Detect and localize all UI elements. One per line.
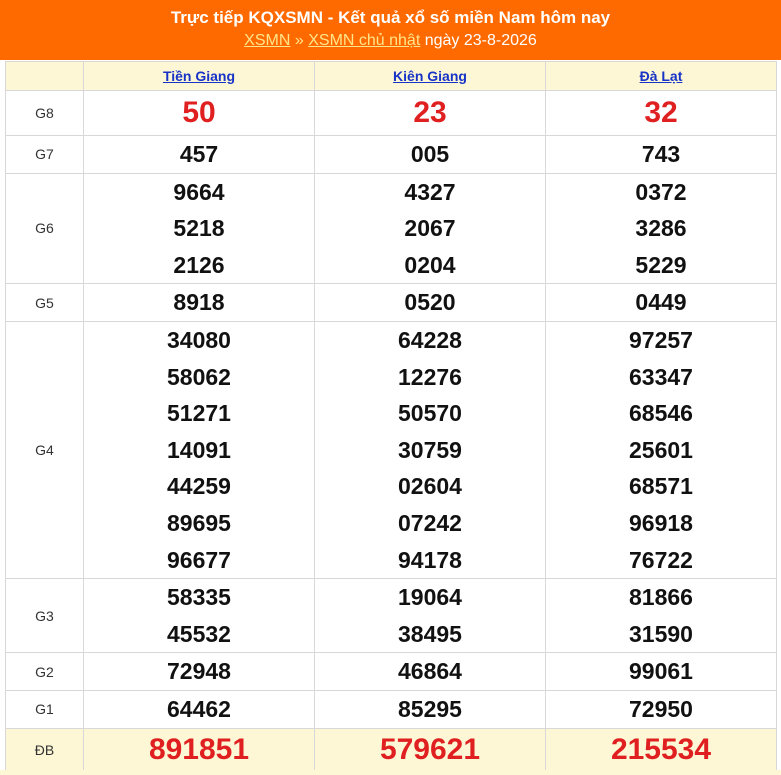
prize-label: G2 bbox=[6, 653, 84, 691]
lottery-number: 3286 bbox=[635, 215, 687, 242]
result-cell bbox=[84, 579, 315, 653]
lottery-number: 89695 bbox=[167, 509, 231, 536]
result-cell bbox=[315, 136, 546, 174]
xsmn-link[interactable]: XSMN bbox=[244, 32, 291, 49]
lottery-number: 81866 bbox=[629, 584, 693, 611]
result-cell bbox=[315, 321, 546, 578]
result-cell bbox=[84, 91, 315, 136]
breadcrumb bbox=[0, 32, 781, 50]
result-cell bbox=[315, 284, 546, 322]
table-row bbox=[6, 91, 777, 136]
province-link-da-lat[interactable]: Đà Lạt bbox=[639, 68, 683, 84]
lottery-number: 45532 bbox=[167, 620, 231, 647]
table-row bbox=[6, 284, 777, 322]
lottery-number: 12276 bbox=[398, 363, 462, 390]
result-cell bbox=[546, 136, 777, 174]
prize-label: ĐB bbox=[6, 728, 84, 771]
lottery-number: 64462 bbox=[167, 695, 231, 722]
lottery-number: 58335 bbox=[167, 584, 231, 611]
header-corner bbox=[6, 62, 84, 91]
prize-label: G1 bbox=[6, 690, 84, 728]
lottery-number: 891851 bbox=[148, 732, 250, 766]
xsmn-sunday-link[interactable]: XSMN chủ nhật bbox=[308, 32, 421, 49]
lottery-number: 31590 bbox=[629, 620, 693, 647]
results-header bbox=[0, 0, 781, 60]
lottery-number: 23 bbox=[413, 96, 447, 129]
lottery-number: 25601 bbox=[629, 436, 693, 463]
lottery-number: 5229 bbox=[635, 251, 687, 278]
lottery-number: 19064 bbox=[398, 584, 462, 611]
table-row bbox=[6, 579, 777, 653]
lottery-number: 64228 bbox=[398, 326, 462, 353]
lottery-number: 99061 bbox=[629, 658, 693, 685]
lottery-number: 34080 bbox=[167, 326, 231, 353]
province-link-tien-giang[interactable]: Tiền Giang bbox=[162, 68, 236, 84]
lottery-number: 51271 bbox=[167, 400, 231, 427]
result-cell bbox=[546, 173, 777, 284]
table-row bbox=[6, 653, 777, 691]
lottery-number: 85295 bbox=[398, 695, 462, 722]
lottery-number: 0204 bbox=[404, 251, 456, 278]
lottery-number: 94178 bbox=[398, 546, 462, 573]
result-cell bbox=[546, 653, 777, 691]
lottery-number: 63347 bbox=[629, 363, 693, 390]
result-cell bbox=[546, 728, 777, 771]
bottom-band bbox=[0, 770, 781, 775]
prize-label: G8 bbox=[6, 91, 84, 136]
lottery-number: 50570 bbox=[398, 400, 462, 427]
result-cell bbox=[315, 579, 546, 653]
column-header bbox=[546, 62, 777, 91]
prize-label: G4 bbox=[6, 321, 84, 578]
result-cell bbox=[315, 91, 546, 136]
result-cell bbox=[546, 284, 777, 322]
result-cell bbox=[315, 173, 546, 284]
lottery-number: 68571 bbox=[629, 473, 693, 500]
table-header-row bbox=[6, 62, 777, 91]
lottery-number: 38495 bbox=[398, 620, 462, 647]
prize-label: G3 bbox=[6, 579, 84, 653]
lottery-number: 8918 bbox=[173, 289, 225, 316]
result-cell bbox=[84, 173, 315, 284]
lottery-number: 457 bbox=[179, 141, 219, 167]
page-title: Trực tiếp KQXSMN - Kết quả xổ số miền Nam hôm nay bbox=[170, 8, 611, 27]
table-row bbox=[6, 321, 777, 578]
result-cell bbox=[84, 653, 315, 691]
result-cell bbox=[84, 136, 315, 174]
lottery-number: 72950 bbox=[629, 695, 693, 722]
table-row bbox=[6, 173, 777, 284]
lottery-number: 96918 bbox=[629, 509, 693, 536]
result-cell bbox=[546, 690, 777, 728]
result-cell bbox=[546, 579, 777, 653]
prize-label: G6 bbox=[6, 173, 84, 284]
lottery-number: 4327 bbox=[404, 178, 456, 205]
lottery-number: 50 bbox=[182, 96, 216, 129]
lottery-number: 5218 bbox=[173, 215, 225, 242]
lottery-number: 44259 bbox=[167, 473, 231, 500]
results-table bbox=[5, 61, 777, 772]
lottery-number: 68546 bbox=[629, 400, 693, 427]
lottery-number: 32 bbox=[644, 96, 678, 129]
lottery-number: 72948 bbox=[167, 658, 231, 685]
lottery-number: 0520 bbox=[404, 289, 456, 316]
lottery-number: 2067 bbox=[404, 215, 456, 242]
result-cell bbox=[546, 321, 777, 578]
lottery-number: 005 bbox=[410, 141, 450, 167]
breadcrumb-separator: » bbox=[294, 32, 304, 49]
lottery-number: 14091 bbox=[167, 436, 231, 463]
lottery-number: 76722 bbox=[629, 546, 693, 573]
table-row bbox=[6, 690, 777, 728]
lottery-number: 2126 bbox=[173, 251, 225, 278]
province-link-kien-giang[interactable]: Kiên Giang bbox=[393, 68, 467, 84]
column-header bbox=[315, 62, 546, 91]
table-row bbox=[6, 136, 777, 174]
result-cell bbox=[84, 321, 315, 578]
result-cell bbox=[84, 728, 315, 771]
prize-label: G5 bbox=[6, 284, 84, 322]
lottery-number: 215534 bbox=[610, 732, 712, 766]
result-cell bbox=[546, 91, 777, 136]
lottery-number: 743 bbox=[641, 141, 681, 167]
lottery-number: 0449 bbox=[635, 289, 687, 316]
lottery-number: 579621 bbox=[379, 732, 481, 766]
table-row bbox=[6, 728, 777, 771]
column-header bbox=[84, 62, 315, 91]
lottery-number: 07242 bbox=[398, 509, 462, 536]
result-cell bbox=[315, 690, 546, 728]
draw-date: ngày 23-8-2026 bbox=[424, 32, 537, 49]
lottery-number: 58062 bbox=[167, 363, 231, 390]
result-cell bbox=[84, 690, 315, 728]
lottery-number: 30759 bbox=[398, 436, 462, 463]
lottery-number: 9664 bbox=[173, 178, 225, 205]
result-cell bbox=[315, 728, 546, 771]
lottery-number: 96677 bbox=[167, 546, 231, 573]
lottery-number: 97257 bbox=[629, 326, 693, 353]
lottery-number: 02604 bbox=[398, 473, 462, 500]
lottery-number: 0372 bbox=[635, 178, 687, 205]
prize-label: G7 bbox=[6, 136, 84, 174]
lottery-number: 46864 bbox=[398, 658, 462, 685]
result-cell bbox=[84, 284, 315, 322]
result-cell bbox=[315, 653, 546, 691]
